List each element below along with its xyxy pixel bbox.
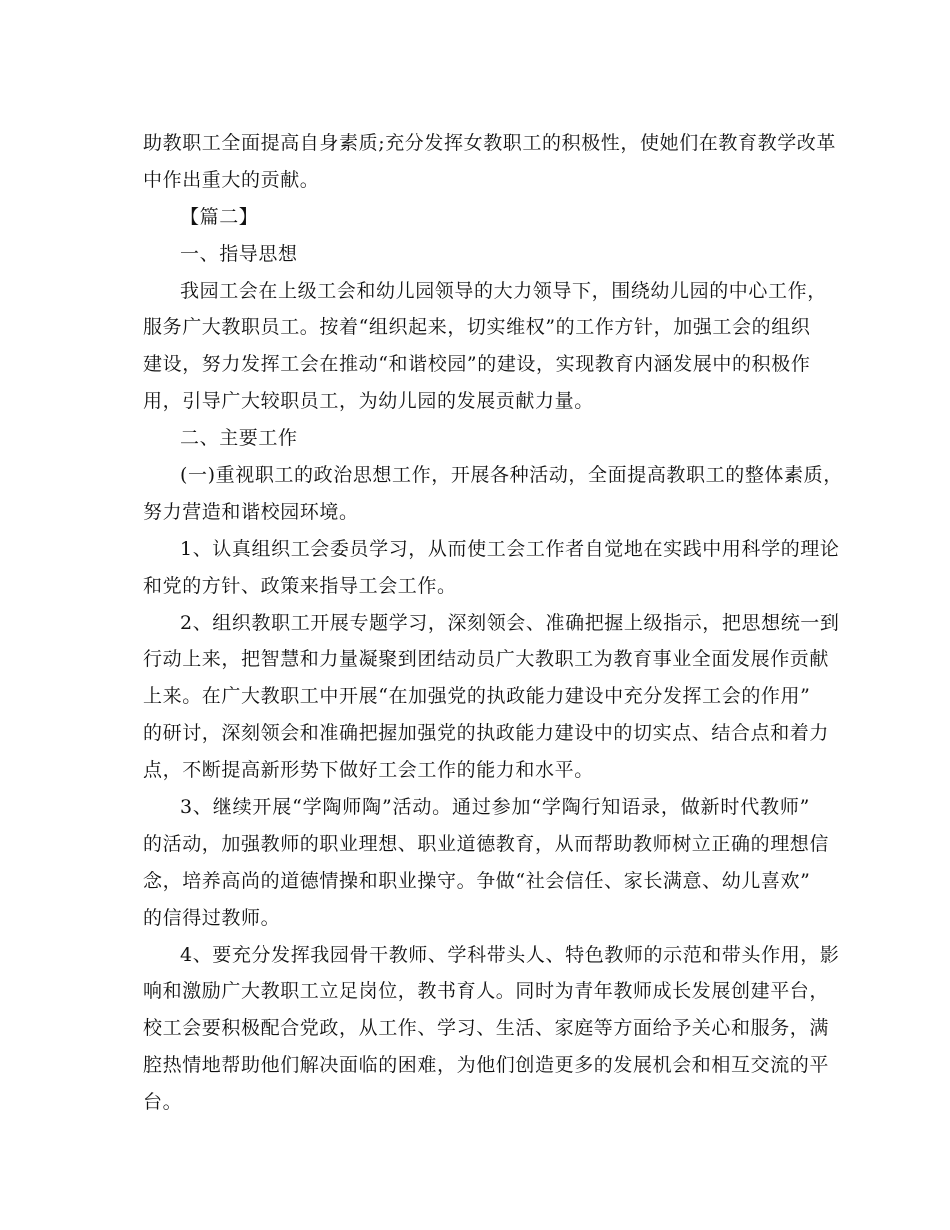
text-line: 点，不断提高新形势下做好工会工作的能力和水平。 bbox=[143, 759, 594, 782]
text-line: 行动上来，把智慧和力量凝聚到团结动员广大教职工为教育事业全面发展作贡献 bbox=[143, 648, 830, 671]
text-line: 校工会要积极配合党政，从工作、学习、生活、家庭等方面给予关心和服务，满 bbox=[143, 1017, 830, 1040]
text-line: 助教职工全面提高自身素质;充分发挥女教职工的积极性，使她们在教育教学改革 bbox=[143, 132, 837, 154]
text-line: 上来。在广大教职工中开展“在加强党的执政能力建设中充分发挥工会的作用” bbox=[143, 685, 811, 708]
text-line: 念，培养高尚的道德情操和职业操守。争做“社会信任、家长满意、幼儿喜欢” bbox=[143, 869, 811, 892]
document-body bbox=[143, 125, 843, 1121]
text-line: 服务广大教职员工。按着“组织起来，切实维权”的工作方针，加强工会的组织 bbox=[143, 316, 811, 339]
text-line: 1、认真组织工会委员学习，从而使工会工作者自觉地在实践中用科学的理论 bbox=[180, 537, 840, 560]
text-line: 二、主要工作 bbox=[180, 427, 298, 450]
text-line: (一)重视职工的政治思想工作，开展各种活动，全面提高教职工的整体素质， bbox=[180, 464, 843, 487]
text-line: 的活动，加强教师的职业理想、职业道德教育，从而帮助教师树立正确的理想信 bbox=[143, 832, 830, 855]
text-line: 2、组织教职工开展专题学习，深刻领会、准确把握上级指示，把思想统一到 bbox=[180, 611, 840, 634]
text-line: 努力营造和谐校园环境。 bbox=[143, 500, 359, 523]
text-line: 3、继续开展“学陶师陶”活动。通过参加“学陶行知语录，做新时代教师” bbox=[180, 796, 810, 819]
text-line: 我园工会在上级工会和幼儿园领导的大力领导下，围绕幼儿园的中心工作， bbox=[180, 279, 827, 302]
text-line: 建设，努力发挥工会在推动“和谐校园”的建设，实现教育内涵发展中的积极作 bbox=[143, 353, 811, 376]
text-line: 用，引导广大较职员工，为幼儿园的发展贡献力量。 bbox=[143, 390, 594, 413]
text-line: 的研讨，深刻领会和准确把握加强党的执政能力建设中的切实点、结合点和着力 bbox=[143, 722, 830, 745]
text-line: 中作出重大的贡献。 bbox=[143, 168, 320, 191]
text-line: 【篇二】 bbox=[180, 205, 259, 228]
text-line: 一、指导思想 bbox=[180, 242, 298, 265]
text-line: 4、要充分发挥我园骨干教师、学科带头人、特色教师的示范和带头作用，影 bbox=[180, 943, 840, 966]
text-line: 和党的方针、政策来指导工会工作。 bbox=[143, 574, 457, 597]
text-line: 腔热情地帮助他们解决面临的困难，为他们创造更多的发展机会和相互交流的平 bbox=[143, 1054, 830, 1077]
text-line: 响和激励广大教职工立足岗位，教书育人。同时为青年教师成长发展创建平台， bbox=[143, 980, 830, 1003]
text-line: 的信得过教师。 bbox=[143, 906, 281, 929]
text-line: 台。 bbox=[143, 1091, 183, 1114]
